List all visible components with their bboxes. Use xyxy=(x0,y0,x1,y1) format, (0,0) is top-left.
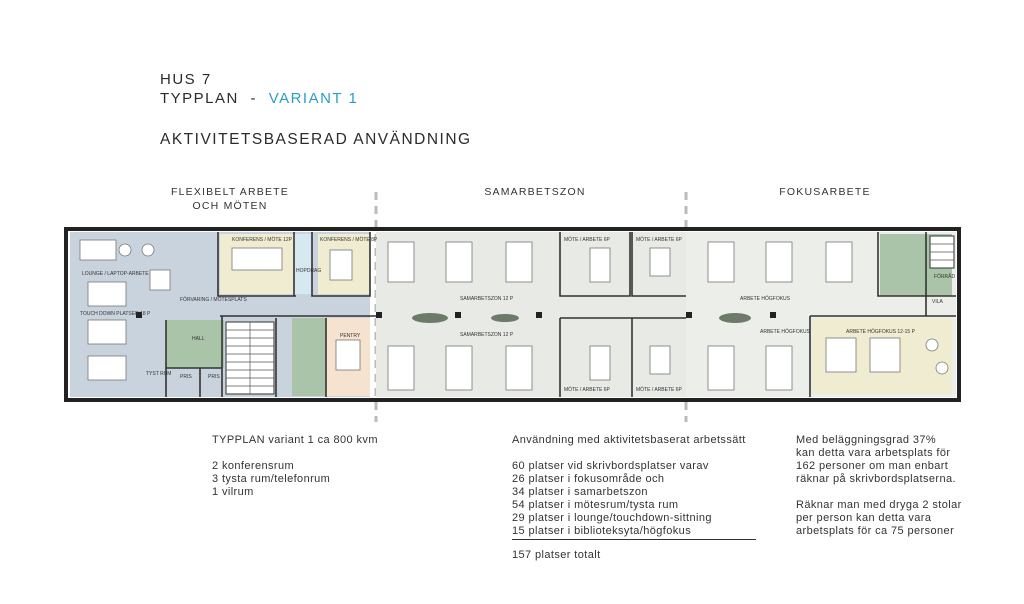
notes-occupancy-line: Med beläggningsgrad 37% xyxy=(796,434,937,446)
notes-usage-total: 157 platser totalt xyxy=(512,549,601,561)
label-tyst-rum-3: PRIS xyxy=(208,374,220,380)
label-samarbetszon-1: SAMARBETSZON 12 P xyxy=(460,296,514,302)
label-mote-2: MÖTE / ARBETE 6P xyxy=(636,237,682,243)
notes-usage-head: Användning med aktivitetsbaserat arbetssätt xyxy=(512,434,746,446)
label-hall: HALL xyxy=(192,336,205,342)
notes-usage-line: 26 platser i fokusområde och xyxy=(512,473,665,485)
notes-usage-line: 34 platser i samarbetszon xyxy=(512,486,648,498)
page-subtitle: AKTIVITETSBASERAD ANVÄNDNING xyxy=(160,131,472,148)
label-mote-4: MÖTE / ARBETE 6P xyxy=(564,387,610,393)
label-lounge: LOUNGE / LAPTOP-ARBETE xyxy=(82,271,149,277)
notes-usage-line: 15 platser i biblioteksyta/högfokus xyxy=(512,525,692,537)
variant-label: VARIANT 1 xyxy=(268,90,359,107)
notes-occupancy-line: Räknar man med dryga 2 stolar xyxy=(796,499,962,511)
notes-occupancy-line: kan detta vara arbetsplats för xyxy=(796,447,951,459)
notes-occupancy-line: räknar på skrivbordsplatserna. xyxy=(796,473,956,485)
zone-samarbete-line1: SAMARBETSZON xyxy=(484,186,586,198)
label-hogfokus-2: ARBETE HÖGFOKUS xyxy=(760,329,811,335)
label-konferens-1: KONFERENS / MÖTE 12P xyxy=(232,237,293,243)
label-touchdown: TOUCH DOWN PLATSER 18 P xyxy=(80,311,151,317)
label-hogfokus-1: ARBETE HÖGFOKUS xyxy=(740,296,791,302)
notes-occupancy xyxy=(796,434,962,538)
notes-summary-line: 1 vilrum xyxy=(212,486,254,498)
notes-usage-line: 60 platser vid skrivbordsplatser varav xyxy=(512,460,709,472)
notes-summary xyxy=(212,434,378,499)
plan-prefix: TYPPLAN xyxy=(160,90,239,107)
notes-summary-line: 2 konferensrum xyxy=(212,460,295,472)
zone-flex-line1: FLEXIBELT ARBETE xyxy=(170,186,290,198)
label-tyst-rum-2: PRIS xyxy=(180,374,192,380)
plan-separator: - xyxy=(250,90,258,107)
notes-summary-line: 3 tysta rum/telefonrum xyxy=(212,473,331,485)
label-samarbetszon-2: SAMARBETSZON 12 P xyxy=(460,332,514,338)
label-mote-3: MÖTE / ARBETE 6P xyxy=(636,387,682,393)
label-forvaring: FÖRVARING / MÖTESPLATS xyxy=(180,297,247,303)
building-title: HUS 7 xyxy=(160,71,212,88)
label-hogfokus-3: ARBETE HÖGFOKUS 12-15 P xyxy=(846,329,915,335)
notes-usage xyxy=(512,434,756,562)
notes-occupancy-line: 162 personer om man enbart xyxy=(796,460,949,472)
label-vila: VILA xyxy=(932,299,943,305)
notes-summary-line xyxy=(212,447,378,460)
label-tyst-rum: TYST RUM xyxy=(146,371,172,377)
notes-usage-line: 29 platser i lounge/touchdown-sittning xyxy=(512,512,712,524)
label-pentry: PENTRY xyxy=(340,333,361,339)
notes-summary-line: TYPPLAN variant 1 ca 800 kvm xyxy=(212,434,378,446)
label-hopdrag: HOPDRAG xyxy=(296,268,322,274)
label-forrad: FÖRRÅD xyxy=(934,274,956,280)
notes-occupancy-line: arbetsplats för ca 75 personer xyxy=(796,525,955,537)
notes-occupancy-line: per person kan detta vara xyxy=(796,512,932,524)
label-mote-1: MÖTE / ARBETE 6P xyxy=(564,237,610,243)
notes-usage-line: 54 platser i mötesrum/tysta rum xyxy=(512,499,679,511)
zone-flex-line2: OCH MÖTEN xyxy=(192,200,268,212)
zone-fokus-line1: FOKUSARBETE xyxy=(779,186,871,198)
label-konferens-2: KONFERENS / MÖTE 8P xyxy=(320,237,378,243)
